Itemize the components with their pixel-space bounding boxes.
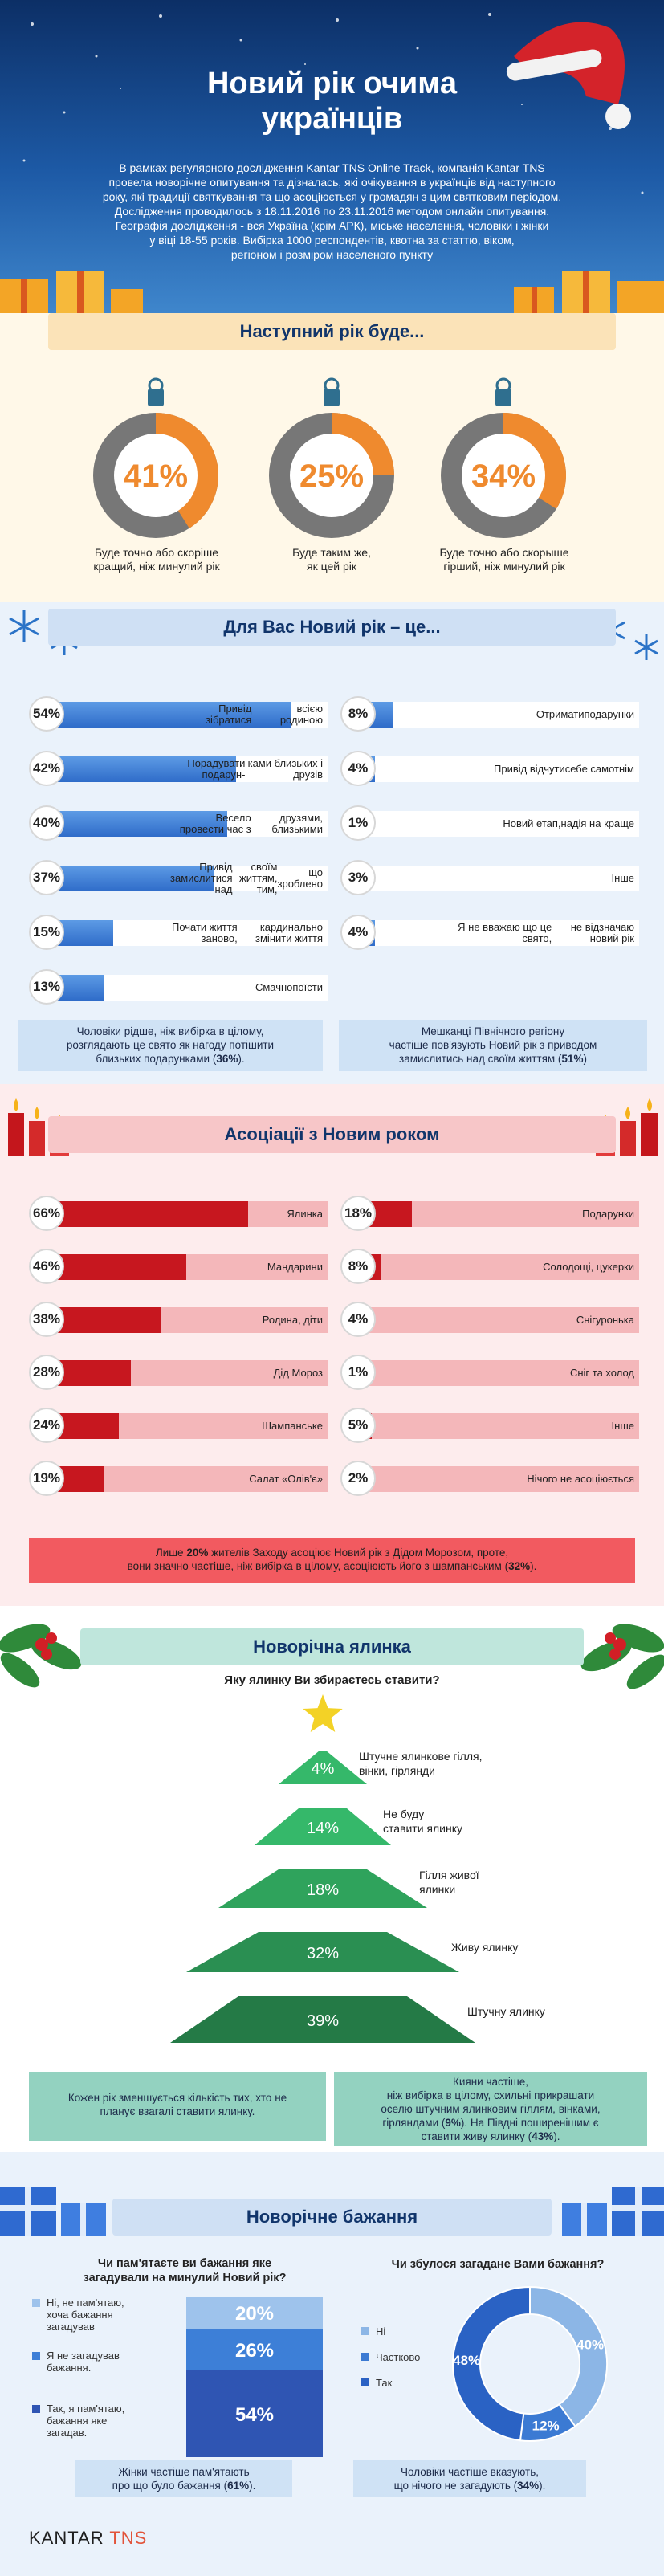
bar-row (29, 862, 328, 893)
note-text: ). На Півдні поширенішим є (460, 2117, 599, 2129)
new-year-is-section (0, 602, 664, 1084)
bar-track (45, 1254, 328, 1280)
percent-circle: 42% (29, 751, 64, 786)
bar-track (45, 1201, 328, 1227)
legend-label: Ні (376, 2325, 386, 2338)
tree-chart (0, 1686, 664, 2072)
bar-row (340, 1198, 639, 1229)
q1-legend-item (32, 2297, 177, 2333)
bar-label-line: Привід відчути (494, 763, 565, 775)
caption-worse (416, 546, 593, 573)
intro-line: року, які традиції святкування та що асоціюється у громадян з цим святковим періодом. (102, 190, 562, 203)
percent-circle: 13% (29, 969, 64, 1005)
note-highlight: 51% (561, 1053, 584, 1065)
bar-label-line: Снігуронька (576, 1314, 634, 1326)
bar-row (340, 1463, 639, 1494)
next-year-banner (48, 313, 616, 350)
title-line-1: Новий рік очима (206, 67, 458, 100)
next-year-section (0, 313, 664, 602)
bar-label (170, 861, 324, 895)
wish-banner (112, 2199, 552, 2236)
bar-label-line: своїм життям, тим, (239, 861, 278, 895)
note-text: гірляндами ( (382, 2117, 446, 2129)
section-title: Новорічна ялинка (253, 1636, 411, 1657)
section-title: Для Вас Новий рік – це... (223, 617, 441, 637)
bar-label-line: Я не вважаю що це свято, (458, 921, 552, 944)
bar-row (29, 808, 328, 838)
bar-label (170, 811, 323, 837)
bar-label (170, 756, 323, 782)
bar-label (458, 811, 634, 837)
bar-track (356, 1254, 639, 1280)
bar-row (29, 1198, 328, 1229)
note-line (334, 2116, 647, 2130)
percent-circle: 46% (29, 1249, 64, 1284)
q2-legend-item (361, 2351, 420, 2363)
bar-track (356, 1360, 639, 1386)
bar-label-line: Почати життя заново, (171, 921, 238, 944)
tree-banner (80, 1628, 584, 1665)
note-text: Лише (155, 1547, 187, 1559)
percent-circle: 3% (340, 860, 376, 895)
bar-label-line: Дід Мороз (273, 1367, 323, 1379)
section-title: Асоціації з Новим роком (224, 1124, 440, 1144)
legend-label: Так (376, 2377, 393, 2389)
bar-row (340, 1357, 639, 1388)
note-line (29, 1559, 635, 1573)
percent-circle: 24% (29, 1408, 64, 1443)
tree-question: Яку ялинку Ви збираєтесь ставити? (224, 1673, 440, 1687)
gift-boxes-left-icon (0, 271, 143, 313)
caption-line: Буде точно або скоріше (94, 546, 219, 559)
percent-circle: 54% (29, 696, 64, 732)
new-year-is-banner (48, 609, 616, 646)
bar-label-line: Нічого не асоціюється (527, 1473, 634, 1485)
note-line (29, 1546, 635, 1559)
bar-label-line: Подарунки (582, 1208, 634, 1220)
wish-section (0, 2152, 664, 2576)
intro-line: Географія дослідження - вся Україна (крім АРК), міське населення, чоловіки і жінки (115, 219, 549, 232)
note-text: ) (583, 1053, 587, 1065)
bar-label-line: Солодощі, цукерки (543, 1261, 634, 1273)
tree-tier-value: 14% (306, 1820, 340, 1837)
tree-tier-label: ставити ялинку (383, 1822, 463, 1835)
bar-label-line: поїсти (292, 981, 323, 993)
legend-swatch (32, 2352, 40, 2360)
note-line: Чоловіки рідше, ніж вибірка в цілому, (76, 1025, 264, 1037)
section-title: Новорічне бажання (246, 2207, 418, 2227)
bar-label-line: подарунки (584, 708, 634, 720)
tree-tier-label: вінки, гірлянди (359, 1764, 435, 1777)
question-line: загадували на минулий Новий рік? (83, 2272, 287, 2285)
percent-circle: 4% (340, 751, 376, 786)
ornament (269, 379, 394, 538)
bar-label-line: друзями, близькими (271, 812, 323, 835)
bar-track (356, 756, 639, 782)
percent-circle: 5% (340, 1408, 376, 1443)
q1-segment-value: 54% (234, 2404, 275, 2426)
note-line: Чоловіки частіше вказують, (401, 2466, 539, 2478)
q2-legend-item (361, 2377, 392, 2389)
note-line: Кожен рік зменшується кількість тих, хто не (67, 2092, 287, 2104)
bar-label-line: що зроблено (277, 866, 324, 890)
note-line: Мешканці Північного регіону (421, 1025, 565, 1037)
bar-row (29, 1357, 328, 1388)
tree-tier-value: 18% (306, 1881, 340, 1899)
tree-tier-label: Гілля живої (419, 1869, 479, 1881)
percent-circle: 40% (29, 805, 64, 841)
wish-q2-donut (450, 2284, 610, 2444)
legend-line: бажання яке (47, 2415, 108, 2427)
note-line: планує взагалі ставити ялинку. (100, 2105, 255, 2117)
bar-label (458, 756, 634, 782)
bar-label-line: Смачно (255, 981, 293, 993)
legend-line: загадував (47, 2321, 95, 2333)
caption-line: як цей рік (307, 560, 356, 573)
bar-label-line: Родина, діти (262, 1314, 323, 1326)
bar-track (356, 811, 639, 837)
bar-row (340, 917, 639, 948)
caption-line: Буде точно або скорыше (439, 546, 569, 559)
note-women (75, 2460, 292, 2497)
bar-track (356, 1307, 639, 1333)
bar-label (458, 866, 634, 891)
q1-legend-item (32, 2403, 177, 2439)
logo-text-accent: TNS (109, 2528, 148, 2548)
snow-decoration (0, 0, 664, 313)
bar-label (474, 1254, 634, 1280)
note-line: Кияни частіше, (452, 2076, 529, 2088)
tree-tier-label: Не буду (383, 1808, 425, 1820)
note-text: ). (530, 1560, 537, 1572)
intro-line: В рамках регулярного дослідження Kantar TNS Online Track, компанія Kantar TNS (119, 161, 545, 174)
note-line: частіше пов'язують Новий рік з приводом (389, 1039, 597, 1051)
percent-circle: 4% (340, 1302, 376, 1337)
bar-label (474, 1413, 634, 1439)
note-west (29, 1538, 635, 1583)
note-highlight: 36% (216, 1053, 238, 1065)
bar-label-line: Весело провести час з (179, 812, 251, 835)
percent-circle: 28% (29, 1355, 64, 1390)
bar-row (29, 1463, 328, 1494)
percent-circle: 19% (29, 1461, 64, 1496)
note-men-wish (353, 2460, 586, 2497)
legend-line: бажання. (47, 2362, 92, 2374)
question-line: Чи пам'ятаєте ви бажання яке (97, 2257, 272, 2270)
bar-track (356, 702, 639, 728)
bar-row (29, 1304, 328, 1335)
bar-track (45, 811, 328, 837)
percent-circle: 8% (340, 696, 376, 732)
bar-row (340, 808, 639, 838)
note-line (339, 1052, 647, 1066)
bar-label-line: надія на краще (560, 817, 634, 829)
ornaments-chart (0, 363, 664, 556)
q1-segment-value: 26% (234, 2340, 275, 2362)
legend-swatch (361, 2327, 369, 2335)
intro-line: у віці 18-55 років. Вибірка 1000 респондентів, квотна за статтю, віком, (149, 234, 515, 247)
percent-circle: 38% (29, 1302, 64, 1337)
percent-circle: 2% (340, 1461, 376, 1496)
associations-section (0, 1084, 664, 1606)
bar-label-line: Салат «Олів'є» (249, 1473, 323, 1485)
bar-row (340, 1410, 639, 1441)
bar-track (45, 1307, 328, 1333)
tree-tier-label: Штучне ялинкове гілля, (359, 1750, 483, 1763)
note-line: ніж вибірка в цілому, схильні прикрашати (386, 2089, 595, 2101)
note-text: ). (249, 2480, 256, 2492)
note-line (334, 2130, 647, 2143)
kantar-logo (29, 2528, 147, 2549)
title-line-2: українців (261, 102, 403, 136)
note-tree-right (334, 2072, 647, 2146)
legend-swatch (32, 2405, 40, 2413)
bar-track (356, 920, 639, 946)
caption-line: кращий, ніж минулий рік (93, 560, 220, 573)
bar-row (29, 917, 328, 948)
percent-circle: 4% (340, 915, 376, 950)
bar-label-line: Інше (611, 1420, 634, 1432)
intro-text (32, 161, 632, 262)
bar-label-line: Новий етап, (503, 817, 561, 829)
note-text: про що було бажання ( (112, 2480, 228, 2492)
ornament (93, 379, 218, 538)
bar-label-line: себе самотнім (564, 763, 634, 775)
note-text: ). (238, 1053, 245, 1065)
legend-swatch (32, 2299, 40, 2307)
bar-track (45, 1413, 328, 1439)
bar-track (45, 920, 328, 946)
bar-label-line: Ялинка (287, 1208, 323, 1220)
bar-label (170, 702, 323, 728)
bar-track (356, 1413, 639, 1439)
note-text: замислитись над своїм життям ( (399, 1053, 562, 1065)
bar-track (45, 1360, 328, 1386)
tree-section (0, 1606, 664, 2152)
bar-track (356, 1201, 639, 1227)
legend-swatch (361, 2353, 369, 2361)
bar-track (45, 1466, 328, 1492)
note-line: розглядають це свято як нагоду потішити (66, 1039, 275, 1051)
bar-label (202, 1307, 323, 1333)
bar-row (29, 972, 328, 1002)
wish-q2: Чи збулося загадане Вами бажання? (391, 2258, 605, 2271)
legend-label: Частково (376, 2351, 421, 2363)
q2-slice (530, 2287, 607, 2427)
associations-banner (48, 1116, 616, 1153)
bar-label (474, 1466, 634, 1492)
note-text: вони значно частіше, ніж вибірка в цілому, асоціюють його з шампанським ( (127, 1560, 509, 1572)
note-text: жителів Заходу асоціює Новий рік з Дідом Морозом, проте, (208, 1547, 509, 1559)
note-tree-left (29, 2072, 326, 2141)
bar-label-line: Порадувати подарун- (187, 757, 246, 781)
note-highlight: 34% (517, 2480, 540, 2492)
bar-label (202, 1360, 323, 1386)
note-highlight: 43% (532, 2130, 554, 2142)
tree-tier-label: Живу ялинку (451, 1941, 519, 1954)
intro-line: регіоном і розміром населеного пункту (230, 248, 434, 261)
bar-label-line: Привід замислитися над (170, 861, 233, 895)
bar-row (29, 1410, 328, 1441)
ornament-value: 25% (299, 459, 365, 494)
bar-label (474, 1201, 634, 1227)
note-line (75, 2479, 292, 2492)
legend-line: Ні, не пам'ятаю, (47, 2297, 124, 2309)
bar-track (45, 861, 328, 895)
note-highlight: 61% (227, 2480, 250, 2492)
bar-track (45, 702, 328, 728)
percent-circle: 37% (29, 860, 64, 895)
legend-line: хоча бажання (47, 2309, 113, 2321)
caption-better (72, 546, 241, 573)
note-highlight: 20% (186, 1547, 209, 1559)
intro-line: Дослідження проводилось з 18.11.2016 по 23.11.2016 методом онлайн опитування. (114, 205, 550, 218)
bar-row (340, 862, 639, 893)
percent-circle: 18% (340, 1196, 376, 1231)
note-highlight: 32% (508, 1560, 531, 1572)
legend-line: Я не загадував (47, 2350, 120, 2362)
bar-label-line: Отримати (536, 708, 585, 720)
bar-fill (45, 1254, 186, 1280)
header-section (0, 0, 664, 313)
tree-tier-label: ялинки (419, 1883, 456, 1896)
tree-tier-label: Штучну ялинку (467, 2005, 545, 2018)
note-men (18, 1020, 323, 1071)
bar-track (356, 1466, 639, 1492)
logo-text: KANTAR (29, 2528, 104, 2548)
bar-label-line: Шампанське (262, 1420, 323, 1432)
star-icon (303, 1694, 342, 1732)
bar-label (458, 702, 634, 728)
ornament (441, 379, 566, 538)
note-line (18, 1052, 323, 1066)
note-text: близьких подарунками ( (96, 1053, 217, 1065)
bar-label-line: кардинально змінити життя (255, 921, 323, 944)
bar-row (340, 699, 639, 729)
bar-row (340, 1251, 639, 1282)
percent-circle: 66% (29, 1196, 64, 1231)
note-north (339, 1020, 647, 1071)
q2-legend-item (361, 2325, 385, 2338)
bar-label (474, 1307, 634, 1333)
gift-boxes-right-icon (514, 271, 664, 313)
intro-line: провела новорічне опитування та дізналась, які очікування в українців від наступного (108, 176, 556, 189)
note-text: ). (553, 2130, 560, 2142)
bar-track (45, 756, 328, 782)
bar-label (202, 1201, 323, 1227)
note-text: ). (539, 2480, 546, 2492)
note-highlight: 9% (445, 2117, 461, 2129)
bar-label-line: Привід зібратися (206, 703, 252, 726)
bar-label (170, 975, 323, 1001)
ornament-value: 41% (123, 459, 189, 494)
legend-line: Так, я пам'ятаю, (47, 2403, 125, 2415)
note-line: оселю штучним ялинковим гіллям, вінками, (381, 2103, 601, 2115)
percent-circle: 8% (340, 1249, 376, 1284)
section-title: Наступний рік буде... (239, 321, 425, 341)
ornament-value: 34% (471, 459, 536, 494)
bar-label-line: всією родиною (279, 703, 323, 726)
bar-label-line: Мандарини (267, 1261, 323, 1273)
note-line (353, 2479, 586, 2492)
q1-segment-value: 20% (234, 2303, 275, 2325)
caption-line: Буде таким же, (292, 546, 371, 559)
legend-swatch (361, 2378, 369, 2386)
note-text: що нічого не загадують ( (393, 2480, 518, 2492)
q2-slice-value: 12% (532, 2418, 560, 2434)
bar-label (474, 1360, 634, 1386)
note-text: ставити живу ялинку ( (421, 2130, 532, 2142)
percent-circle: 1% (340, 805, 376, 841)
bar-label (202, 1254, 323, 1280)
note-line: Жінки частіше пам'ятають (118, 2466, 250, 2478)
bar-label-line: ками близьких і друзів (247, 757, 323, 781)
page-title (0, 66, 664, 137)
q1-legend-item (32, 2350, 177, 2374)
wish-q1-stacked-bar (186, 2297, 323, 2457)
tree-tier-value: 4% (311, 1760, 335, 1778)
percent-circle: 15% (29, 915, 64, 950)
bar-row (29, 699, 328, 729)
tree-tier-value: 32% (306, 1945, 340, 1963)
percent-circle: 1% (340, 1355, 376, 1390)
bar-label-line: Сніг та холод (569, 1367, 634, 1379)
bar-row (29, 1251, 328, 1282)
bar-label (458, 920, 634, 946)
legend-line: загадав. (47, 2427, 88, 2439)
q2-slice-value: 48% (453, 2353, 481, 2369)
caption-same (247, 546, 416, 573)
bar-row (29, 753, 328, 784)
bar-label (170, 920, 323, 946)
caption-line: гірший, ніж минулий рік (443, 560, 565, 573)
bar-row (340, 753, 639, 784)
bar-label-line: Інше (611, 872, 634, 884)
bar-label-line: не відзначаю новий рік (570, 921, 634, 944)
bar-label (202, 1413, 323, 1439)
bar-track (356, 866, 639, 891)
wish-q1 (48, 2256, 321, 2285)
q2-slice-value: 40% (576, 2337, 605, 2353)
tree-tier-value: 39% (306, 2012, 340, 2030)
bar-label (202, 1466, 323, 1492)
bar-track (45, 975, 328, 1001)
bar-row (340, 1304, 639, 1335)
